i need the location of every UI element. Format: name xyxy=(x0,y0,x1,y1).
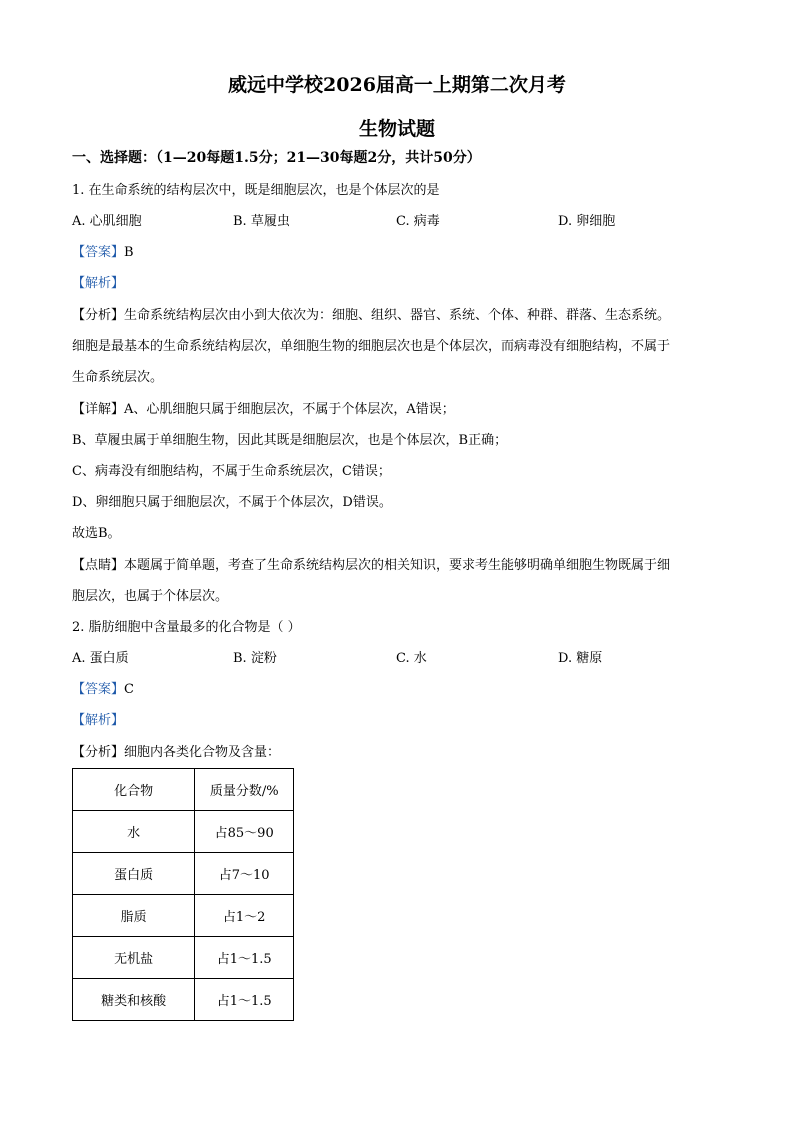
dianjing-text: 本题属于简单题，考查了生命系统结构层次的相关知识，要求考生能够明确单细胞生物既属于细 xyxy=(124,558,671,573)
fenxi-text: 细胞内各类化合物及含量： xyxy=(124,745,281,760)
answer-tag: 【答案】 xyxy=(72,682,125,697)
exam-title: 威远中学校2026届高一上期第二次月考 xyxy=(228,74,566,96)
q1-dianjing-line-1 xyxy=(72,556,670,576)
exam-subtitle: 生物试题 xyxy=(358,118,435,140)
q1-option-c: C. 病毒 xyxy=(396,214,440,229)
q1-xiangjie-line-4: D、卵细胞只属于细胞层次，不属于个体层次，D错误。 xyxy=(72,495,392,510)
table-cell: 糖类和核酸 xyxy=(73,979,195,1021)
q1-answer-line xyxy=(72,243,134,263)
q2-option-d: D. 糖原 xyxy=(558,651,603,666)
table-row xyxy=(73,895,294,937)
q2-analysis-tag xyxy=(72,711,124,731)
q1-option-b: B. 草履虫 xyxy=(233,214,290,229)
table-header-row xyxy=(73,769,294,811)
q1-fenxi-line-2: 细胞是最基本的生命系统结构层次，单细胞生物的细胞层次也是个体层次，而病毒没有细胞结构，不属于 xyxy=(72,339,671,354)
table-row xyxy=(73,853,294,895)
fenxi-tag: 【分析】 xyxy=(72,308,125,323)
q1-fenxi-line-3: 生命系统层次。 xyxy=(72,370,164,385)
table-cell: 占85～90 xyxy=(195,811,294,853)
answer-tag: 【答案】 xyxy=(72,245,125,260)
q1-fenxi-line-1 xyxy=(72,306,670,326)
q1-option-d: D. 卵细胞 xyxy=(558,214,616,229)
q1-xiangjie-line-5: 故选B。 xyxy=(72,526,121,541)
table-cell: 占1～2 xyxy=(195,895,294,937)
q2-option-c: C. 水 xyxy=(396,651,427,666)
table-cell: 占7～10 xyxy=(195,853,294,895)
fenxi-tag: 【分析】 xyxy=(72,745,125,760)
dianjing-tag: 【点睛】 xyxy=(72,558,125,573)
table-row xyxy=(73,979,294,1021)
q1-option-a: A. 心肌细胞 xyxy=(72,214,142,229)
table-header-cell: 质量分数/% xyxy=(195,769,294,811)
compound-table xyxy=(72,768,294,1021)
q2-option-b: B. 淀粉 xyxy=(233,651,277,666)
xiangjie-text: A、心肌细胞只属于细胞层次，不属于个体层次，A错误； xyxy=(124,402,455,417)
table-cell: 脂质 xyxy=(73,895,195,937)
q2-option-a: A. 蛋白质 xyxy=(72,651,129,666)
q2-fenxi-line xyxy=(72,743,280,763)
fenxi-text: 生命系统结构层次由小到大依次为：细胞、组织、器官、系统、个体、种群、群落、生态系统。 xyxy=(124,308,671,323)
q1-analysis-tag xyxy=(72,274,124,294)
table-cell: 蛋白质 xyxy=(73,853,195,895)
q1-answer: B xyxy=(124,245,134,260)
q2-answer-line xyxy=(72,680,134,700)
q1-xiangjie-line-2: B、草履虫属于单细胞生物，因此其既是细胞层次，也是个体层次，B正确； xyxy=(72,433,508,448)
table-cell: 占1～1.5 xyxy=(195,937,294,979)
table-header-cell: 化合物 xyxy=(73,769,195,811)
table-row xyxy=(73,811,294,853)
q1-xiangjie-line-3: C、病毒没有细胞结构，不属于生命系统层次，C错误； xyxy=(72,464,391,479)
q1-stem: 1. 在生命系统的结构层次中，既是细胞层次，也是个体层次的是 xyxy=(72,183,440,198)
q2-answer: C xyxy=(124,682,134,697)
analysis-tag: 【解析】 xyxy=(72,713,125,728)
table-cell: 水 xyxy=(73,811,195,853)
table-cell: 无机盐 xyxy=(73,937,195,979)
q1-xiangjie-line-1 xyxy=(72,400,455,420)
table-row xyxy=(73,937,294,979)
table-cell: 占1～1.5 xyxy=(195,979,294,1021)
section-heading: 一、选择题：（1—20每题1.5分；21—30每题2分，共计50分） xyxy=(72,150,481,166)
analysis-tag: 【解析】 xyxy=(72,276,125,291)
xiangjie-tag: 【详解】 xyxy=(72,402,125,417)
q1-dianjing-line-2: 胞层次，也属于个体层次。 xyxy=(72,589,229,604)
q2-stem: 2. 脂肪细胞中含量最多的化合物是（ ） xyxy=(72,620,301,635)
